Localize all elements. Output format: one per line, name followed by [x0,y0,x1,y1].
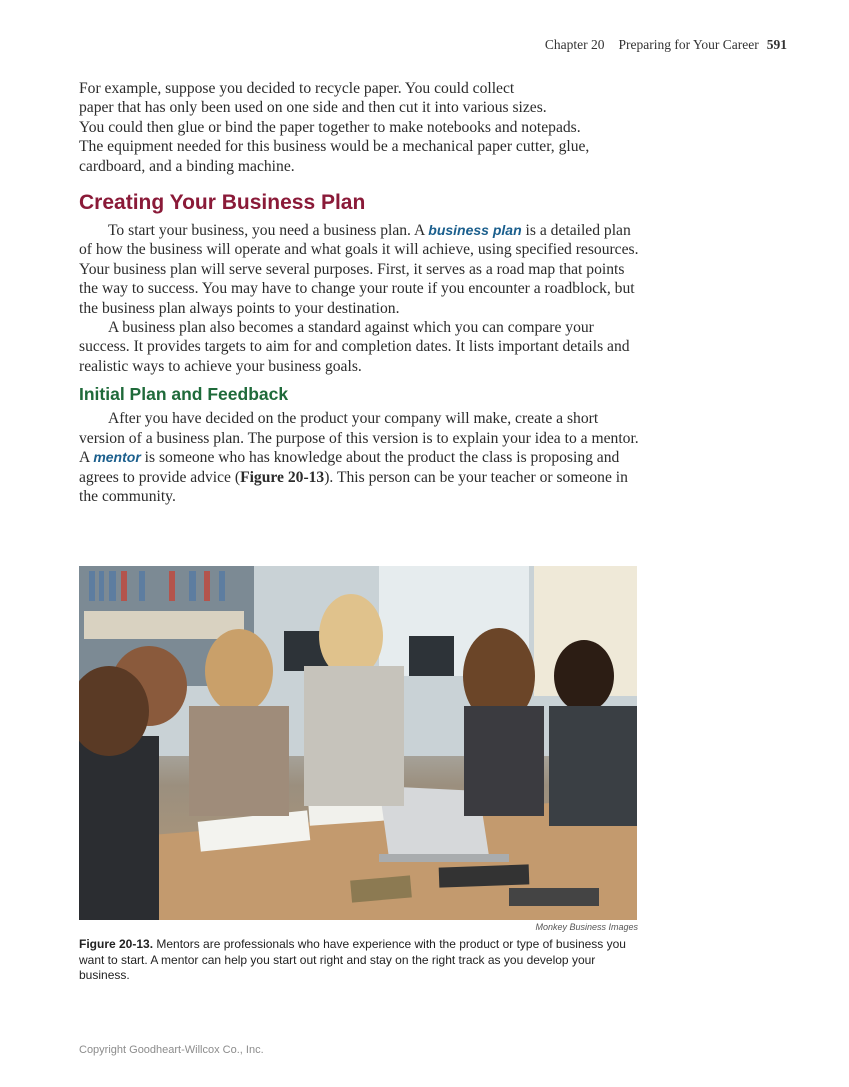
intro-line: For example, suppose you decided to recycle paper. You could collect [79,80,515,97]
classroom-photo-illustration [79,566,637,920]
subsection-heading: Initial Plan and Feedback [79,384,289,405]
intro-line: paper that has only been used on one side and then cut it into various sizes. [79,99,547,117]
page-number: 591 [766,37,787,52]
text-run: After you have decided on the product your company will make, create a short version of a business plan. The purpose of this version is to explain your idea to a mentor. A [79,410,639,467]
photo-credit: Monkey Business Images [535,922,638,932]
text-run: is someone who has knowledge about the product the class is proposing and agrees to provide advice ( [79,449,620,486]
figure-photo [79,566,637,920]
figure-caption [79,937,634,984]
text-run: is a detailed plan of how the business will operate and what goals it will achieve, using specified resources. Your business plan will serve several purposes. First, it serves as a road map that points the way to success. You may have to change your route if you encounter a roadblock, but the business plan always points to your destination. [79,222,639,317]
copyright-footer: Copyright Goodheart-Willcox Co., Inc. [79,1044,264,1056]
body-text [79,79,639,506]
text-run: To start your business, you need a business plan. A [108,222,429,240]
paragraph-business-plan [79,221,639,318]
intro-line: You could then glue or bind the paper together to make notebooks and notepads. [79,118,581,136]
figure-caption-text: Mentors are professionals who have experience with the product or type of business you want to start. A mentor can help you start out right and stay on the right track as you develop your business. [79,937,626,982]
figure-label: Figure 20-13. [79,937,154,951]
section-heading: Creating Your Business Plan [79,191,366,215]
key-term-mentor: mentor [93,449,141,466]
intro-line: cardboard, and a binding machine. [79,157,295,175]
paragraph-standard: A business plan also becomes a standard against which you can compare your success. It provides targets to aim for and completion dates. It lists important details and realistic ways to achieve your business goals. [79,319,630,375]
key-term-business-plan: business plan [428,222,522,239]
chapter-label: Chapter 20 [544,37,605,52]
intro-paragraph [79,79,639,176]
intro-line: The equipment needed for this business would be a mechanical paper cutter, glue, [79,138,590,156]
figure-reference: Figure 20-13 [240,468,325,486]
paragraph-mentor [79,409,639,506]
chapter-title: Preparing for Your Career [618,37,759,52]
running-header [545,37,787,53]
text-run: ). This person can be your teacher or someone in the community. [79,468,628,505]
